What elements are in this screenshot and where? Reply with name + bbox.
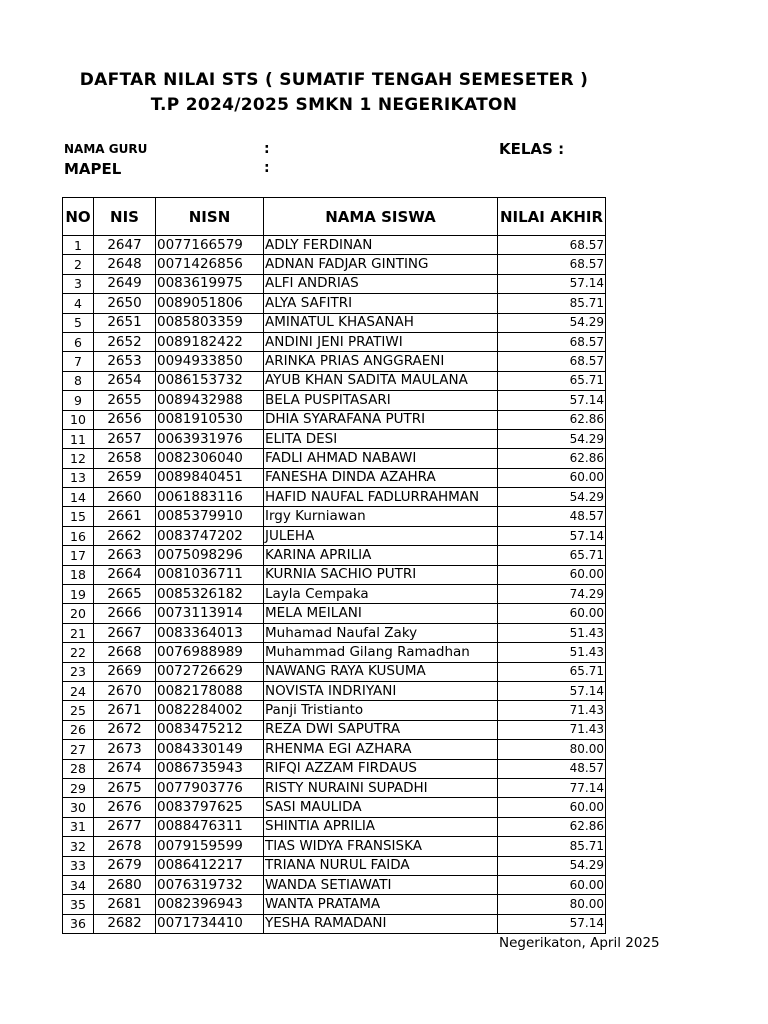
cell-nama-siswa: ADNAN FADJAR GINTING: [264, 255, 498, 274]
cell-no: 31: [63, 817, 94, 836]
table-row: [63, 837, 606, 856]
cell-nama-siswa: RHENMA EGI AZHARA: [264, 740, 498, 759]
cell-nilai-akhir: 65.71: [498, 371, 606, 390]
cell-no: 26: [63, 720, 94, 739]
cell-nis: 2659: [94, 468, 156, 487]
cell-no: 14: [63, 488, 94, 507]
cell-nama-siswa: ANDINI JENI PRATIWI: [264, 332, 498, 351]
cell-no: 9: [63, 391, 94, 410]
cell-nis: 2671: [94, 701, 156, 720]
cell-nama-siswa: Muhammad Gilang Ramadhan: [264, 643, 498, 662]
cell-nama-siswa: ALYA SAFITRI: [264, 294, 498, 313]
cell-nilai-akhir: 60.00: [498, 604, 606, 623]
cell-nama-siswa: Panji Tristianto: [264, 701, 498, 720]
cell-nisn: 0089840451: [156, 468, 264, 487]
cell-nama-siswa: HAFID NAUFAL FADLURRAHMAN: [264, 488, 498, 507]
cell-no: 24: [63, 681, 94, 700]
cell-nisn: 0076988989: [156, 643, 264, 662]
cell-nis: 2650: [94, 294, 156, 313]
cell-nama-siswa: ADLY FERDINAN: [264, 236, 498, 255]
cell-nisn: 0083475212: [156, 720, 264, 739]
cell-no: 3: [63, 274, 94, 293]
cell-nilai-akhir: 54.29: [498, 429, 606, 448]
cell-nilai-akhir: 60.00: [498, 875, 606, 894]
cell-no: 11: [63, 429, 94, 448]
table-row: [63, 371, 606, 390]
grades-table: [62, 197, 606, 934]
cell-nisn: 0072726629: [156, 662, 264, 681]
cell-nisn: 0082284002: [156, 701, 264, 720]
cell-nis: 2653: [94, 352, 156, 371]
cell-nis: 2674: [94, 759, 156, 778]
cell-nama-siswa: WANDA SETIAWATI: [264, 875, 498, 894]
cell-nis: 2678: [94, 837, 156, 856]
cell-nilai-akhir: 60.00: [498, 798, 606, 817]
cell-nilai-akhir: 68.57: [498, 255, 606, 274]
cell-nilai-akhir: 57.14: [498, 914, 606, 933]
cell-nama-siswa: BELA PUSPITASARI: [264, 391, 498, 410]
table-row: [63, 410, 606, 429]
cell-nisn: 0082178088: [156, 681, 264, 700]
table-row: [63, 565, 606, 584]
cell-nama-siswa: AYUB KHAN SADITA MAULANA: [264, 371, 498, 390]
cell-nama-siswa: Muhamad Naufal Zaky: [264, 623, 498, 642]
table-row: [63, 255, 606, 274]
cell-nisn: 0083619975: [156, 274, 264, 293]
cell-nilai-akhir: 68.57: [498, 352, 606, 371]
document-title-line2: T.P 2024/2025 SMKN 1 NEGERIKATON: [150, 95, 518, 115]
cell-nisn: 0085379910: [156, 507, 264, 526]
table-row: [63, 236, 606, 255]
cell-nilai-akhir: 57.14: [498, 526, 606, 545]
cell-no: 33: [63, 856, 94, 875]
cell-nisn: 0063931976: [156, 429, 264, 448]
cell-no: 1: [63, 236, 94, 255]
cell-nama-siswa: FANESHA DINDA AZAHRA: [264, 468, 498, 487]
cell-nama-siswa: NOVISTA INDRIYANI: [264, 681, 498, 700]
cell-nisn: 0086153732: [156, 371, 264, 390]
cell-nis: 2657: [94, 429, 156, 448]
cell-nilai-akhir: 68.57: [498, 236, 606, 255]
cell-nilai-akhir: 65.71: [498, 662, 606, 681]
table-row: [63, 313, 606, 332]
cell-nilai-akhir: 71.43: [498, 701, 606, 720]
cell-nilai-akhir: 62.86: [498, 817, 606, 836]
cell-nis: 2649: [94, 274, 156, 293]
cell-nis: 2668: [94, 643, 156, 662]
cell-no: 29: [63, 778, 94, 797]
column-header-nilai-akhir: NILAI AKHIR: [498, 198, 606, 236]
cell-nama-siswa: NAWANG RAYA KUSUMA: [264, 662, 498, 681]
cell-nisn: 0086735943: [156, 759, 264, 778]
cell-no: 35: [63, 895, 94, 914]
column-header-nama-siswa: NAMA SISWA: [264, 198, 498, 236]
cell-nis: 2648: [94, 255, 156, 274]
cell-no: 20: [63, 604, 94, 623]
cell-nisn: 0071426856: [156, 255, 264, 274]
cell-no: 25: [63, 701, 94, 720]
table-row: [63, 662, 606, 681]
table-row: [63, 798, 606, 817]
table-row: [63, 720, 606, 739]
cell-nama-siswa: SHINTIA APRILIA: [264, 817, 498, 836]
table-row: [63, 585, 606, 604]
cell-nisn: 0075098296: [156, 546, 264, 565]
cell-nisn: 0089182422: [156, 332, 264, 351]
table-row: [63, 778, 606, 797]
kelas-label: KELAS :: [499, 140, 565, 158]
cell-nama-siswa: YESHA RAMADANI: [264, 914, 498, 933]
cell-nilai-akhir: 85.71: [498, 837, 606, 856]
cell-no: 22: [63, 643, 94, 662]
cell-nilai-akhir: 48.57: [498, 507, 606, 526]
cell-nama-siswa: FADLI AHMAD NABAWI: [264, 449, 498, 468]
cell-nilai-akhir: 85.71: [498, 294, 606, 313]
cell-nisn: 0089432988: [156, 391, 264, 410]
table-row: [63, 449, 606, 468]
cell-no: 30: [63, 798, 94, 817]
mapel-colon: :: [264, 160, 270, 176]
cell-nilai-akhir: 60.00: [498, 468, 606, 487]
cell-nilai-akhir: 51.43: [498, 643, 606, 662]
cell-nis: 2660: [94, 488, 156, 507]
cell-no: 32: [63, 837, 94, 856]
cell-nama-siswa: ALFI ANDRIAS: [264, 274, 498, 293]
cell-nama-siswa: ELITA DESI: [264, 429, 498, 448]
nama-guru-colon: :: [264, 141, 270, 157]
cell-no: 19: [63, 585, 94, 604]
cell-nisn: 0086412217: [156, 856, 264, 875]
table-row: [63, 526, 606, 545]
cell-nilai-akhir: 57.14: [498, 681, 606, 700]
cell-nis: 2655: [94, 391, 156, 410]
table-row: [63, 914, 606, 933]
cell-nis: 2676: [94, 798, 156, 817]
cell-nilai-akhir: 57.14: [498, 391, 606, 410]
nama-guru-label: NAMA GURU: [64, 142, 148, 156]
table-row: [63, 623, 606, 642]
place-date-footer: Negerikaton, April 2025: [499, 935, 660, 951]
cell-nis: 2654: [94, 371, 156, 390]
cell-nis: 2682: [94, 914, 156, 933]
cell-nama-siswa: SASI MAULIDA: [264, 798, 498, 817]
cell-nis: 2670: [94, 681, 156, 700]
cell-nisn: 0076319732: [156, 875, 264, 894]
cell-no: 36: [63, 914, 94, 933]
table-row: [63, 488, 606, 507]
table-row: [63, 856, 606, 875]
cell-no: 2: [63, 255, 94, 274]
table-body: [63, 236, 606, 934]
cell-nama-siswa: MELA MEILANI: [264, 604, 498, 623]
table-row: [63, 895, 606, 914]
table-row: [63, 507, 606, 526]
cell-no: 13: [63, 468, 94, 487]
cell-no: 23: [63, 662, 94, 681]
cell-no: 34: [63, 875, 94, 894]
cell-nis: 2675: [94, 778, 156, 797]
cell-nis: 2679: [94, 856, 156, 875]
cell-no: 4: [63, 294, 94, 313]
cell-nilai-akhir: 80.00: [498, 895, 606, 914]
cell-nama-siswa: WANTA PRATAMA: [264, 895, 498, 914]
cell-no: 15: [63, 507, 94, 526]
cell-nis: 2651: [94, 313, 156, 332]
document-title-line1: DAFTAR NILAI STS ( SUMATIF TENGAH SEMESETER ): [79, 70, 589, 90]
cell-no: 18: [63, 565, 94, 584]
cell-nama-siswa: KURNIA SACHIO PUTRI: [264, 565, 498, 584]
cell-nis: 2661: [94, 507, 156, 526]
table-row: [63, 332, 606, 351]
table-row: [63, 759, 606, 778]
cell-nis: 2647: [94, 236, 156, 255]
cell-nama-siswa: TRIANA NURUL FAIDA: [264, 856, 498, 875]
cell-nilai-akhir: 60.00: [498, 565, 606, 584]
cell-nisn: 0082396943: [156, 895, 264, 914]
table-row: [63, 294, 606, 313]
cell-nilai-akhir: 65.71: [498, 546, 606, 565]
cell-nis: 2662: [94, 526, 156, 545]
cell-nama-siswa: DHIA SYARAFANA PUTRI: [264, 410, 498, 429]
cell-nilai-akhir: 57.14: [498, 274, 606, 293]
cell-nilai-akhir: 54.29: [498, 313, 606, 332]
table-row: [63, 468, 606, 487]
cell-nis: 2665: [94, 585, 156, 604]
table-row: [63, 681, 606, 700]
table-row: [63, 546, 606, 565]
cell-nisn: 0081036711: [156, 565, 264, 584]
cell-nisn: 0083364013: [156, 623, 264, 642]
cell-nama-siswa: TIAS WIDYA FRANSISKA: [264, 837, 498, 856]
cell-nama-siswa: JULEHA: [264, 526, 498, 545]
table-row: [63, 391, 606, 410]
cell-nis: 2658: [94, 449, 156, 468]
cell-nisn: 0061883116: [156, 488, 264, 507]
cell-no: 28: [63, 759, 94, 778]
cell-nisn: 0077903776: [156, 778, 264, 797]
table-row: [63, 274, 606, 293]
cell-no: 27: [63, 740, 94, 759]
cell-nisn: 0071734410: [156, 914, 264, 933]
cell-nisn: 0083797625: [156, 798, 264, 817]
cell-no: 8: [63, 371, 94, 390]
cell-nisn: 0088476311: [156, 817, 264, 836]
cell-nilai-akhir: 80.00: [498, 740, 606, 759]
cell-nilai-akhir: 54.29: [498, 488, 606, 507]
table-row: [63, 352, 606, 371]
cell-nama-siswa: Irgy Kurniawan: [264, 507, 498, 526]
table-row: [63, 429, 606, 448]
table-row: [63, 817, 606, 836]
cell-nama-siswa: KARINA APRILIA: [264, 546, 498, 565]
cell-no: 17: [63, 546, 94, 565]
cell-nis: 2656: [94, 410, 156, 429]
table-row: [63, 643, 606, 662]
cell-no: 16: [63, 526, 94, 545]
cell-nama-siswa: ARINKA PRIAS ANGGRAENI: [264, 352, 498, 371]
cell-nilai-akhir: 71.43: [498, 720, 606, 739]
cell-nama-siswa: Layla Cempaka: [264, 585, 498, 604]
cell-nilai-akhir: 62.86: [498, 449, 606, 468]
table-row: [63, 875, 606, 894]
column-header-no: NO: [63, 198, 94, 236]
table-row: [63, 604, 606, 623]
cell-nisn: 0089051806: [156, 294, 264, 313]
cell-nilai-akhir: 74.29: [498, 585, 606, 604]
cell-nis: 2680: [94, 875, 156, 894]
cell-no: 12: [63, 449, 94, 468]
column-header-nis: NIS: [94, 198, 156, 236]
cell-nis: 2664: [94, 565, 156, 584]
cell-nisn: 0085803359: [156, 313, 264, 332]
cell-nama-siswa: RIFQI AZZAM FIRDAUS: [264, 759, 498, 778]
column-header-nisn: NISN: [156, 198, 264, 236]
cell-nis: 2667: [94, 623, 156, 642]
cell-nisn: 0079159599: [156, 837, 264, 856]
mapel-label: MAPEL: [64, 160, 122, 178]
cell-nisn: 0082306040: [156, 449, 264, 468]
cell-nilai-akhir: 68.57: [498, 332, 606, 351]
cell-nisn: 0094933850: [156, 352, 264, 371]
cell-no: 5: [63, 313, 94, 332]
cell-nilai-akhir: 77.14: [498, 778, 606, 797]
cell-nisn: 0083747202: [156, 526, 264, 545]
cell-no: 7: [63, 352, 94, 371]
cell-nis: 2663: [94, 546, 156, 565]
cell-nisn: 0084330149: [156, 740, 264, 759]
cell-nisn: 0073113914: [156, 604, 264, 623]
cell-nilai-akhir: 48.57: [498, 759, 606, 778]
cell-nis: 2677: [94, 817, 156, 836]
cell-nama-siswa: RISTY NURAINI SUPADHI: [264, 778, 498, 797]
table-header-row: [63, 198, 606, 236]
cell-no: 21: [63, 623, 94, 642]
cell-nilai-akhir: 62.86: [498, 410, 606, 429]
cell-nilai-akhir: 54.29: [498, 856, 606, 875]
cell-nis: 2681: [94, 895, 156, 914]
cell-nilai-akhir: 51.43: [498, 623, 606, 642]
cell-nis: 2669: [94, 662, 156, 681]
cell-no: 6: [63, 332, 94, 351]
cell-nis: 2672: [94, 720, 156, 739]
cell-nis: 2673: [94, 740, 156, 759]
cell-nama-siswa: AMINATUL KHASANAH: [264, 313, 498, 332]
cell-nis: 2652: [94, 332, 156, 351]
table-row: [63, 701, 606, 720]
cell-nama-siswa: REZA DWI SAPUTRA: [264, 720, 498, 739]
cell-nisn: 0081910530: [156, 410, 264, 429]
cell-no: 10: [63, 410, 94, 429]
cell-nisn: 0085326182: [156, 585, 264, 604]
cell-nisn: 0077166579: [156, 236, 264, 255]
cell-nis: 2666: [94, 604, 156, 623]
table-row: [63, 740, 606, 759]
